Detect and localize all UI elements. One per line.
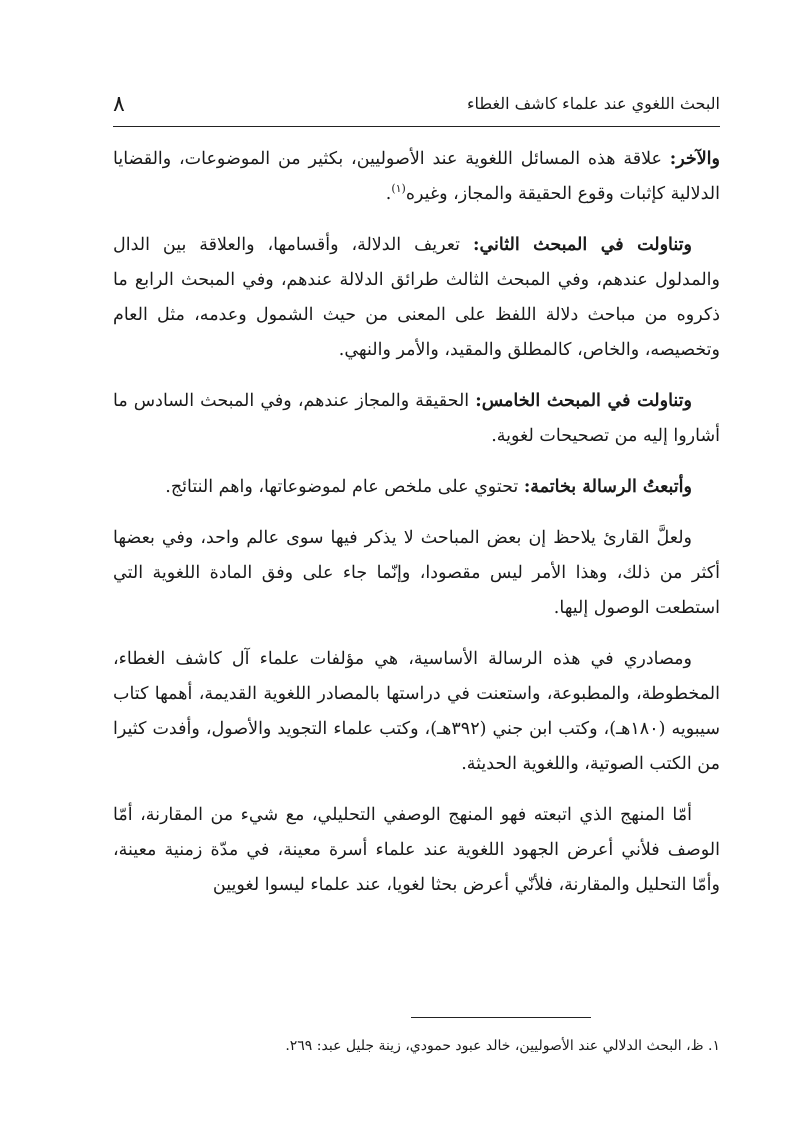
paragraph-text: تعريف الدلالة، وأقسامها، والعلاقة بين الدال والمدلول عندهم، وفي المبحث الثالث طرائق الدلالة عندهم، وفي المبحث الرابع ما ذكروه من مباحث دلالة اللفظ على المعنى من حيث الشمول وعدمه، مثل العام وتخصيصه، والخاص، كالمطلق والمقيد، والأمر والنهي. bbox=[113, 235, 720, 360]
footnote-divider bbox=[411, 1017, 591, 1018]
paragraph-text: ولعلَّ القارئ يلاحظ إن بعض المباحث لا يذكر فيها سوى عالم واحد، وفي بعضها أكثر من ذلك، وهذا الأمر ليس مقصودا، وإنّما جاء على وفق المادة اللغوية التي استطعت الوصول إليها. bbox=[113, 528, 720, 618]
running-title: البحث اللغوي عند علماء كاشف الغطاء bbox=[466, 94, 720, 113]
paragraph-text: علاقة هذه المسائل اللغوية عند الأصوليين، بكثير من الموضوعات، والقضايا الدلالية كإثبات وقوع الحقيقة والمجاز، وغيره bbox=[113, 149, 720, 204]
paragraph-conclusion bbox=[113, 470, 720, 505]
paragraph-other-topic bbox=[113, 142, 720, 212]
footnote-reference: (١) bbox=[391, 182, 406, 196]
paragraph-text: أمّا المنهج الذي اتبعته فهو المنهج الوصفي التحليلي، مع شيء من المقارنة، أمّا الوصف فلأني أعرض الجهود اللغوية عند علماء أسرة معينة، في مدّة زمنية معينة، وأمّا التحليل والمقارنة، فلأنّي أعرض بحثا لغويا، عند علماء ليسوا لغويين bbox=[113, 805, 720, 895]
running-header bbox=[113, 92, 720, 122]
paragraph-sources bbox=[113, 642, 720, 782]
paragraph-reader-note bbox=[113, 521, 720, 626]
paragraph-lead: والآخر: bbox=[669, 149, 720, 169]
page-number: ٨ bbox=[113, 92, 125, 117]
paragraph-second-section bbox=[113, 228, 720, 368]
page-body bbox=[113, 142, 720, 919]
header-divider bbox=[113, 126, 720, 127]
footnote: ١. ظ، البحث الدلالي عند الأصوليين، خالد عبود حمودي، زينة جليل عبد: ٢٦٩. bbox=[285, 1038, 720, 1054]
paragraph-text: ومصادري في هذه الرسالة الأساسية، هي مؤلفات علماء آل كاشف الغطاء، المخطوطة، والمطبوعة، واستعنت في دراستها بالمصادر اللغوية القديمة، أهمها كتاب سيبويه (١٨٠هـ)، وكتب ابن جني (٣٩٢هـ)، وكتب علماء التجويد والأصول، وأفدت كثيرا من الكتب الصوتية، واللغوية الحديثة. bbox=[113, 649, 720, 774]
paragraph-fifth-section bbox=[113, 384, 720, 454]
paragraph-lead: وأتبعتُ الرسالة بخاتمة: bbox=[523, 477, 692, 497]
paragraph-text: تحتوي على ملخص عام لموضوعاتها، واهم النتائج. bbox=[165, 477, 524, 497]
paragraph-lead: وتناولت في المبحث الثاني: bbox=[472, 235, 692, 255]
paragraph-lead: وتناولت في المبحث الخامس: bbox=[475, 391, 693, 411]
paragraph-tail: . bbox=[385, 184, 392, 204]
paragraph-text: الحقيقة والمجاز عندهم، وفي المبحث السادس ما أشاروا إليه من تصحيحات لغوية. bbox=[113, 391, 720, 446]
paragraph-method bbox=[113, 798, 720, 903]
